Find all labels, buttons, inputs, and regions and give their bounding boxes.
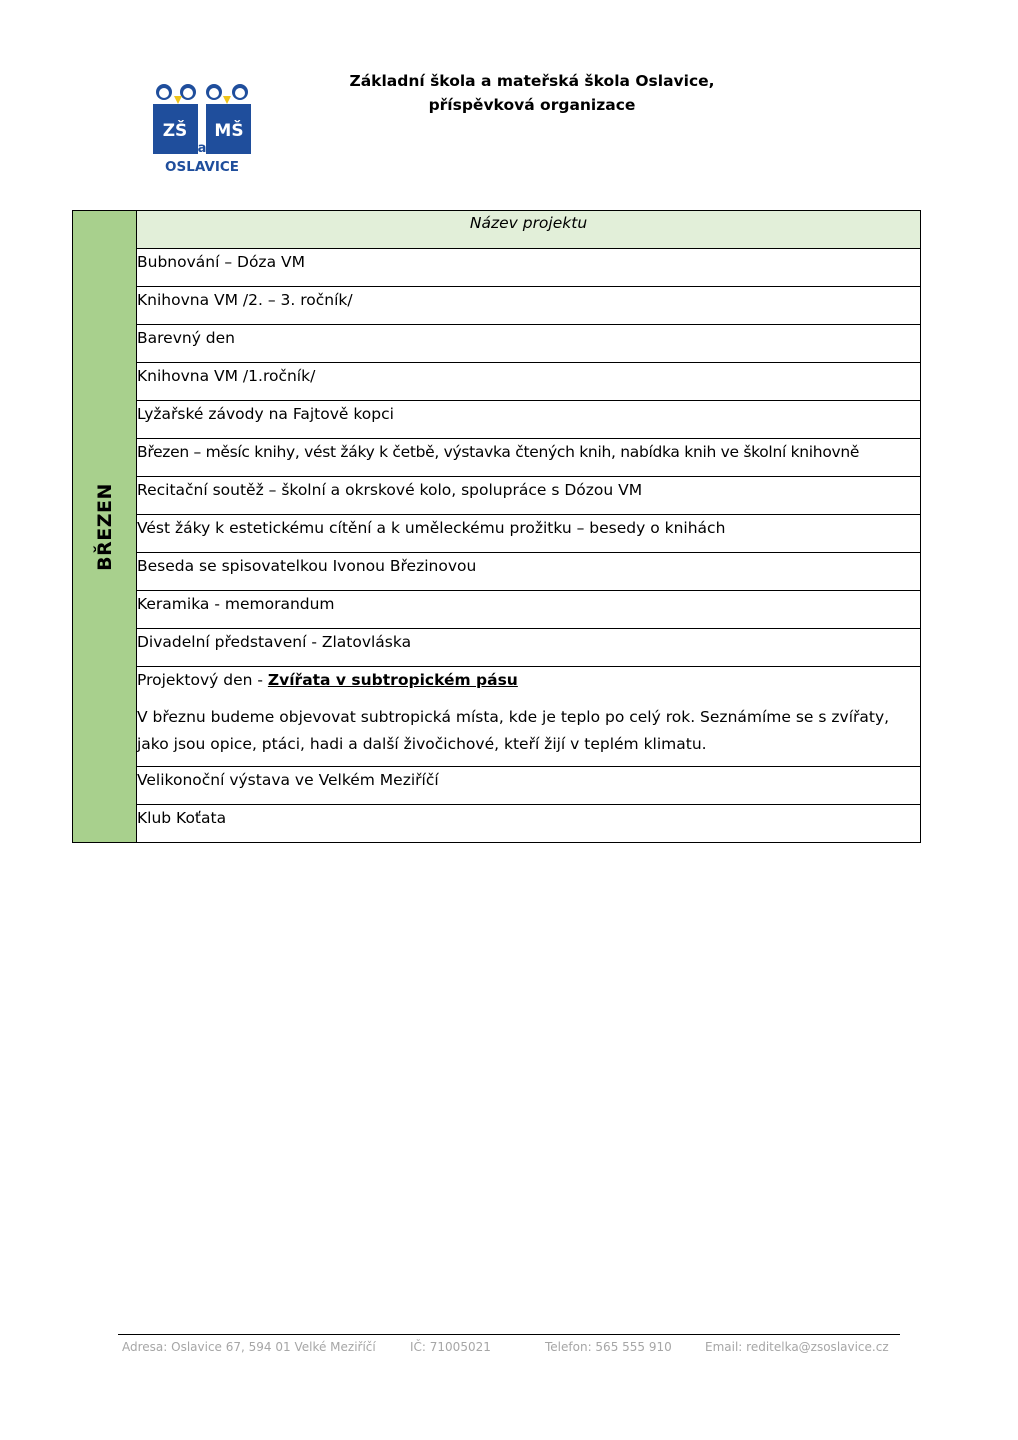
table-row: [73, 287, 921, 325]
school-logo-graphic: [152, 82, 252, 174]
table-row: [73, 553, 921, 591]
row-text: Beseda se spisovatelkou Ivonou Březinovou: [137, 557, 477, 575]
logo-text-right: MŠ: [214, 121, 244, 141]
table-row: [73, 477, 921, 515]
table-row: [73, 629, 921, 667]
table-row-last: [73, 805, 921, 843]
footer-address: Adresa: Oslavice 67, 594 01 Velké Meziříčí: [122, 1340, 376, 1354]
row-text: Klub Koťata: [137, 809, 227, 827]
footer-divider: [118, 1334, 900, 1335]
footer-ic: IČ: 71005021: [410, 1340, 491, 1354]
row-text: Divadelní představení - Zlatovláska: [137, 633, 412, 651]
table-header-row: [73, 211, 921, 249]
logo-text-bottom: OSLAVICE: [165, 159, 239, 174]
project-table: [72, 210, 921, 843]
row-text: Knihovna VM /1.ročník/: [137, 367, 316, 385]
table-row: [73, 325, 921, 363]
table-row: [73, 767, 921, 805]
month-cell: [73, 211, 137, 843]
row-text: Lyžařské závody na Fajtově kopci: [137, 405, 394, 423]
logo-text-left: ZŠ: [162, 121, 188, 141]
row-text: Vést žáky k estetickému cítění a k uměleckému prožitku – besedy o knihách: [137, 519, 726, 537]
owl-eyes: [156, 84, 248, 104]
row-text: Recitační soutěž – školní a okrskové kolo, spolupráce s Dózou VM: [137, 481, 643, 499]
school-name-line2: příspěvková organizace: [428, 96, 636, 114]
row-text: Březen – měsíc knihy, vést žáky k četbě, výstavka čtených knih, nabídka knih ve školní knihovně: [137, 443, 860, 461]
footer-phone: Telefon: 565 555 910: [545, 1340, 672, 1354]
table-header: Název projektu: [137, 211, 921, 249]
table-row: [73, 515, 921, 553]
school-name: [300, 69, 764, 117]
project-day-title: [137, 667, 920, 692]
row-text: Keramika - memorandum: [137, 595, 335, 613]
project-day-description: V březnu budeme objevovat subtropická místa, kde je teplo po celý rok. Seznámíme se s zvířaty, jako jsou opice, ptáci, hadi a další živočichové, kteří žijí v teplém klimatu.: [137, 708, 890, 753]
month-label: BŘEZEN: [93, 482, 116, 571]
row-text: Knihovna VM /2. – 3. ročník/: [137, 291, 353, 309]
table-row: [73, 401, 921, 439]
row-text: Velikonoční výstava ve Velkém Meziříčí: [137, 771, 439, 789]
project-day-prefix: Projektový den -: [137, 671, 268, 689]
footer-email: Email: reditelka@zsoslavice.cz: [705, 1340, 889, 1354]
table-row: [73, 439, 921, 477]
logo-text-mid: a: [197, 141, 207, 156]
school-name-line1: Základní škola a mateřská škola Oslavice,: [349, 72, 715, 90]
table-row: [73, 363, 921, 401]
project-day-row: [73, 667, 921, 767]
row-text: Bubnování – Dóza VM: [137, 253, 305, 271]
project-day-highlight: Zvířata v subtropickém pásu: [267, 671, 518, 689]
table-row: [73, 591, 921, 629]
school-logo: [152, 82, 252, 174]
row-text: Barevný den: [137, 329, 235, 347]
footer: [122, 1340, 902, 1358]
table-row: [73, 249, 921, 287]
